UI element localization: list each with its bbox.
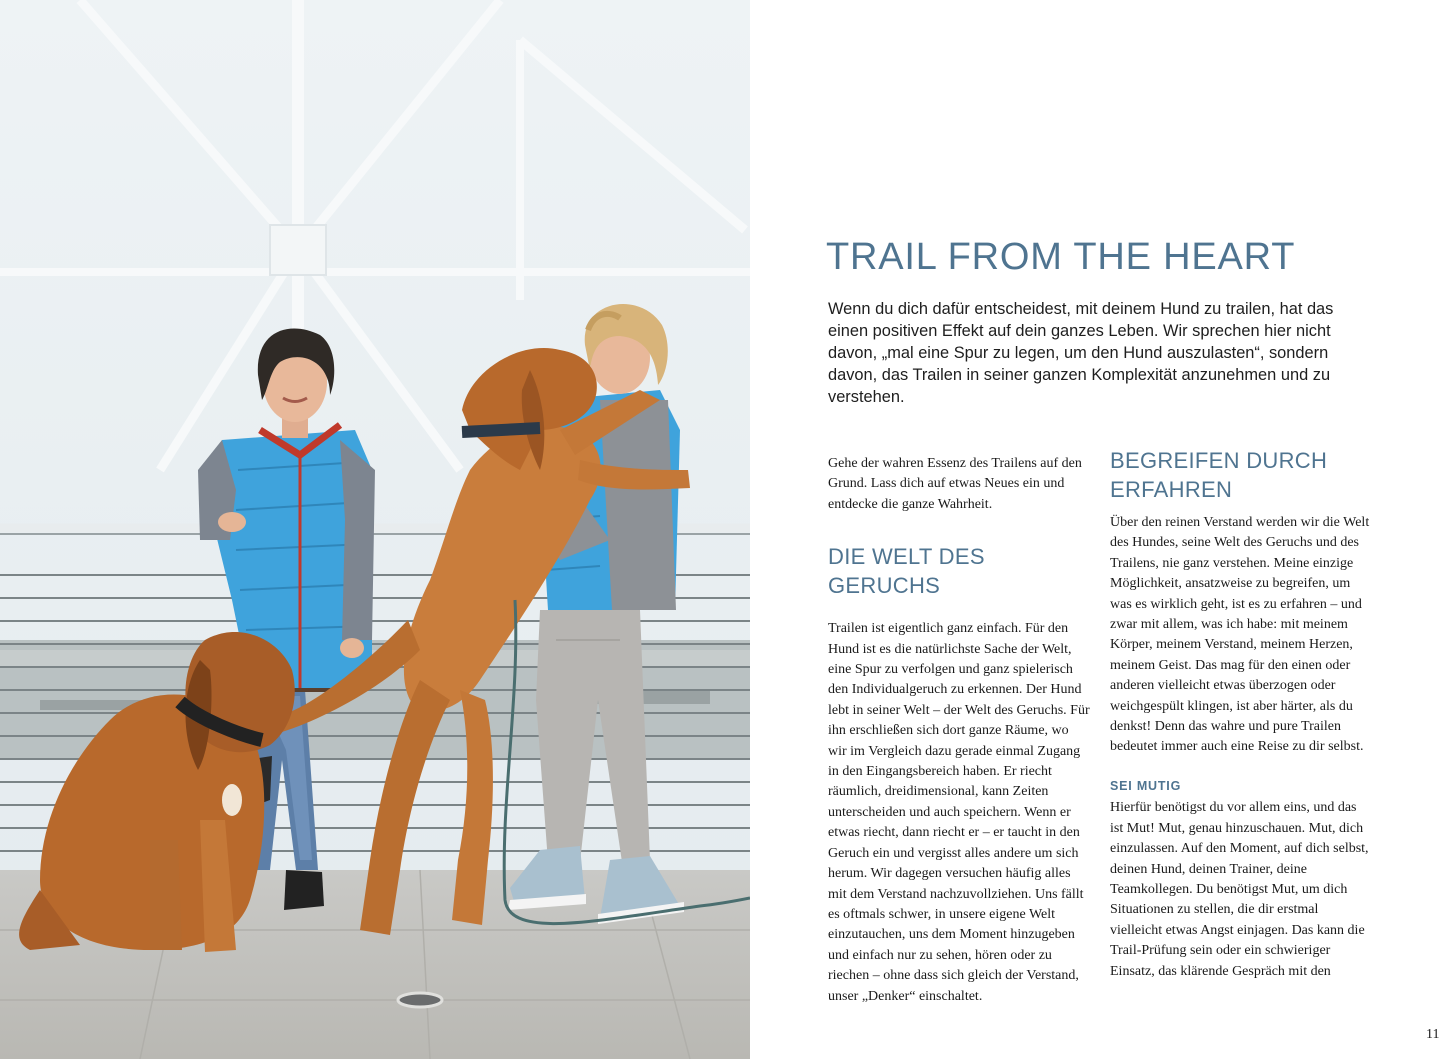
section-title-begreifen	[1110, 446, 1372, 504]
floor-light	[398, 993, 442, 1007]
intro-paragraph: Wenn du dich dafür entscheidest, mit deinem Hund zu trailen, hat das einen positiven Effekt auf dein ganzes Leben. Wir sprechen hier nicht davon, „mal eine Spur zu legen, um den Hund auszulasten“, sondern davon, das Trailen in seiner ganzen Komplexität anzunehmen und zu verstehen.	[828, 300, 1334, 406]
section-title-welt-des-geruchs: DIE WELT DES GERUCHS	[828, 544, 985, 599]
section-body-begreifen: Über den reinen Verstand werden wir die Welt des Hundes, seine Welt des Geruchs und des Trailens, nie ganz verstehen. Meine einzige Möglichkeit, ansatzweise zu begreifen, um was es wirklich geht, ist es zu erfahren – und zwar mit allem, was ich habe: mit meinem Körper, meinem Verstand, meinem Herzen, meinem Geist. Das mag für den einen oder anderen vielleicht etwas überzogen oder weichgespült klingen, ist aber härter, als du denkst! Denn das wahre und pure Trailen bedeutet immer auch eine Reise zu dir selbst.	[1110, 515, 1370, 755]
section-body-welt-des-geruchs: Trailen ist eigentlich ganz einfach. Für den Hund ist es die natürlichste Sache der Welt, eine Spur zu verfolgen und ganz spielerisch den Individualgeruch zu erkennen. Der Hund lebt in seiner Welt – der Welt des Geruchs. Für ihn erschließen sich dort ganze Räume, wo wir im Vergleich dazu gerade einmal Zugang in den Eingangsbereich haben. Er riecht räumlich, dreidimensional, kann Zeiten unterscheiden und auch speichern. Wenn er etwas riecht, dann riecht er – er taucht in den Geruch ein und vergisst alles andere um sich herum. Wir dagegen versuchen häufig alles mit dem Verstand nachzuvollziehen. Uns fällt es oftmals schwer, in unsere eigene Welt einzutauchen, uns dem Moment hinzugeben und einfach nur zu sehen, hören oder zu riechen – ohne dass sich gleich der Verstand, unser „Denker“ einschaltet.	[828, 621, 1090, 1004]
left-column	[828, 454, 1090, 1007]
page-title: TRAIL FROM THE HEART	[826, 236, 1296, 278]
subsection-title-sei-mutig: SEI MUTIG	[1110, 778, 1182, 793]
lead-paragraph: Gehe der wahren Essenz des Trailens auf den Grund. Lass dich auf etwas Neues ein und entdecke die ganze Wahrheit.	[828, 456, 1082, 512]
section-title-begreifen-line2: ERFAHREN	[1110, 477, 1233, 502]
section-title-begreifen-line1: BEGREIFEN DURCH	[1110, 448, 1328, 473]
subsection-body-sei-mutig: Hierfür benötigst du vor allem eins, und das ist Mut! Mut, genau hinzuschauen. Mut, dich einzulassen. Auf den Moment, auf dich selbst, deinen Hund, deinen Trainer, deine Teamkollegen. Du benötigst Mut, um dich Situationen zu stellen, die dir erstmal vielleicht etwas Angst einjagen. Das kann die Trail-Prüfung sein oder ein schwieriger Einsatz, das klärende Gespräch mit den	[1110, 800, 1369, 979]
right-column	[1110, 446, 1372, 982]
page-number: 11	[1426, 1027, 1440, 1042]
